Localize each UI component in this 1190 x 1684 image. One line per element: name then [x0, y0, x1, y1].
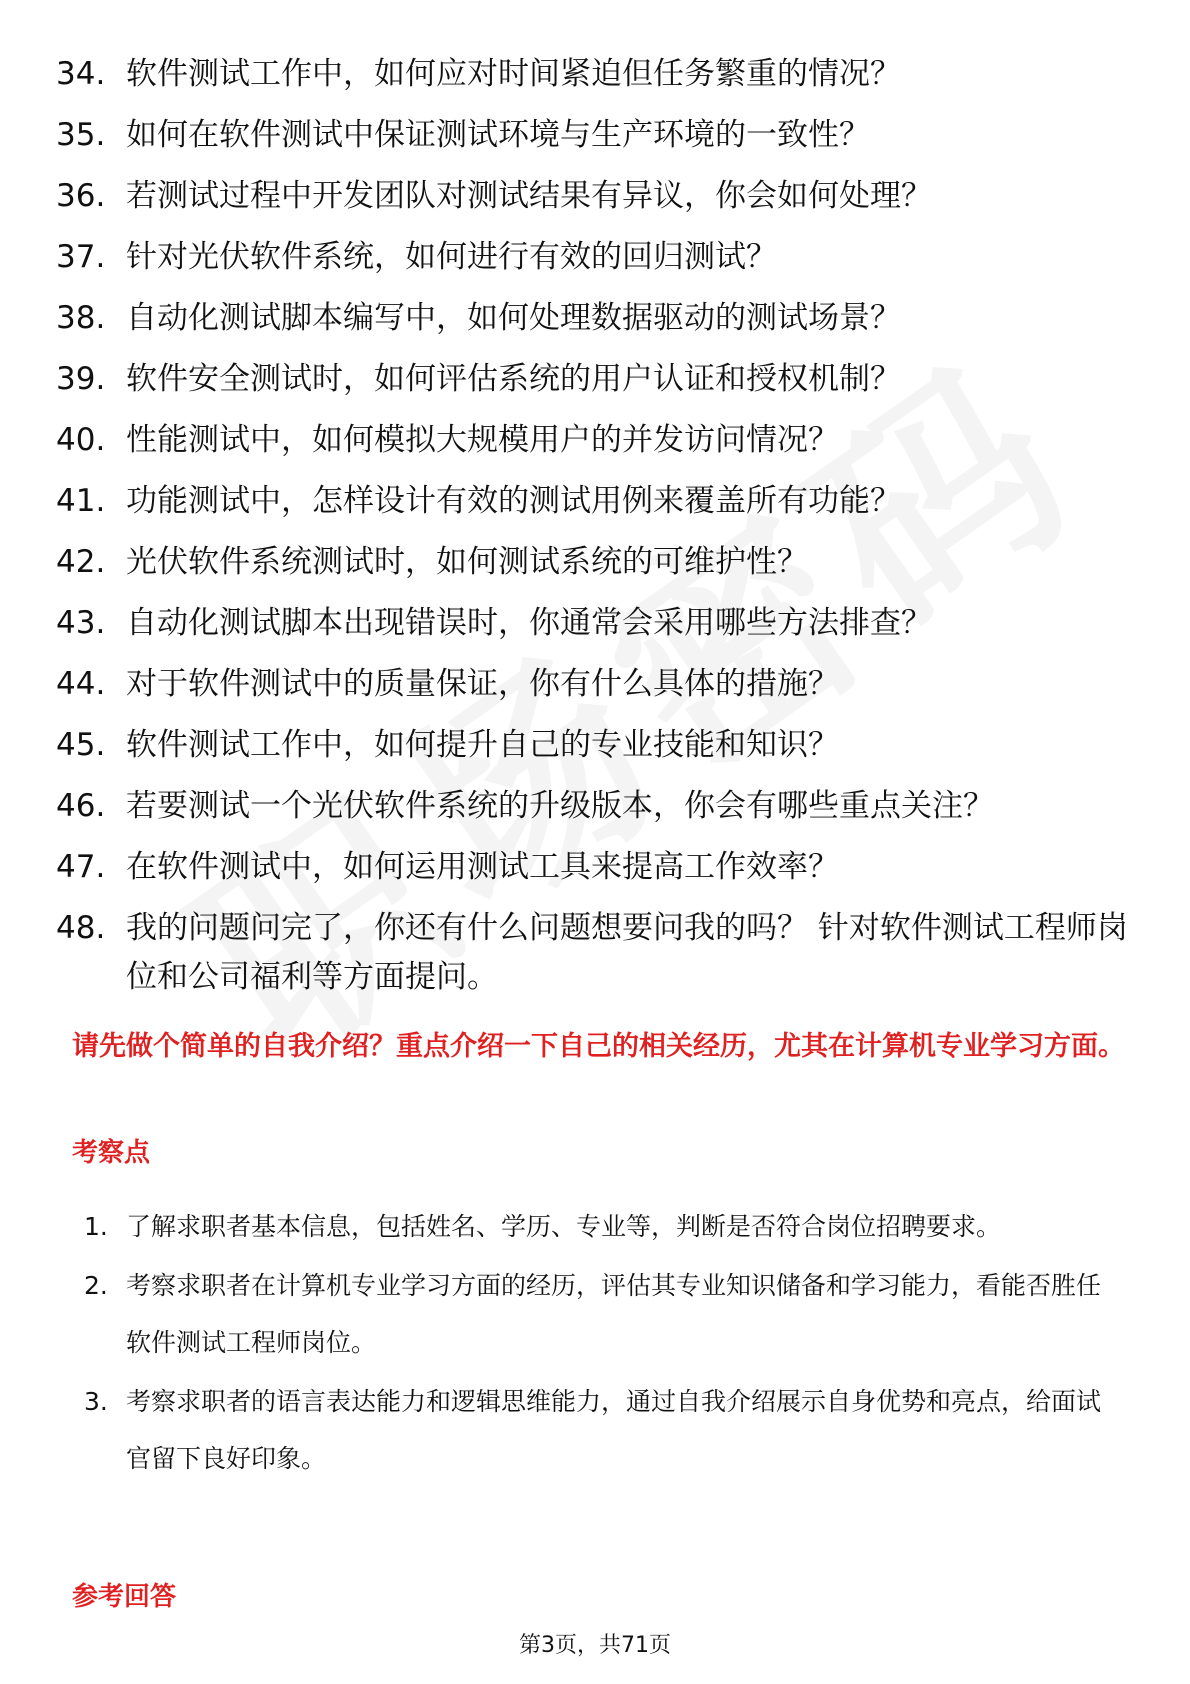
question-item [56, 416, 1136, 465]
question-item [56, 111, 1136, 160]
question-text: 若测试过程中开发团队对测试结果有异议，你会如何处理？ [126, 178, 932, 214]
point-number: 3. [84, 1387, 108, 1416]
question-item [56, 355, 1136, 404]
question-number: 34. [56, 56, 106, 92]
question-item [56, 50, 1136, 99]
question-text: 软件测试工作中，如何应对时间紧迫但任务繁重的情况？ [126, 56, 901, 92]
points-title: 考察点 [72, 1138, 151, 1168]
question-text: 软件测试工作中，如何提升自己的专业技能和知识？ [126, 727, 839, 763]
answer-title: 参考回答 [72, 1582, 177, 1612]
point-text: 考察求职者在计算机专业学习方面的经历，评估其专业知识储备和学习能力，看能否胜任软件测试工程师岗位。 [126, 1271, 1102, 1357]
question-list [56, 50, 1136, 1014]
question-text: 自动化测试脚本编写中，如何处理数据驱动的测试场景？ [126, 300, 901, 336]
point-number: 2. [84, 1271, 108, 1300]
question-item [56, 294, 1136, 343]
point-text: 了解求职者基本信息，包括姓名、学历、专业等，判断是否符合岗位招聘要求。 [126, 1212, 1002, 1241]
point-text: 考察求职者的语言表达能力和逻辑思维能力，通过自我介绍展示自身优势和亮点，给面试官留下良好印象。 [126, 1387, 1102, 1473]
question-number: 47. [56, 849, 106, 885]
question-item [56, 477, 1136, 526]
question-number: 38. [56, 300, 106, 336]
question-item [56, 599, 1136, 648]
question-text: 若要测试一个光伏软件系统的升级版本，你会有哪些重点关注？ [126, 788, 994, 824]
question-text: 我的问题问完了，你还有什么问题想要问我的吗？ 针对软件测试工程师岗位和公司福利等方面提问。 [126, 910, 1128, 995]
question-number: 41. [56, 483, 106, 519]
question-number: 39. [56, 361, 106, 397]
question-number: 40. [56, 422, 106, 458]
question-text: 功能测试中，怎样设计有效的测试用例来覆盖所有功能？ [126, 483, 901, 519]
question-text: 对于软件测试中的质量保证，你有什么具体的措施？ [126, 666, 839, 702]
question-item [56, 233, 1136, 282]
question-item [56, 721, 1136, 770]
question-number: 46. [56, 788, 106, 824]
question-text: 自动化测试脚本出现错误时，你通常会采用哪些方法排查？ [126, 605, 932, 641]
question-item [56, 843, 1136, 892]
question-text: 针对光伏软件系统，如何进行有效的回归测试？ [126, 239, 777, 275]
question-number: 43. [56, 605, 106, 641]
question-item [56, 904, 1136, 1002]
question-number: 37. [56, 239, 106, 275]
question-text: 光伏软件系统测试时，如何测试系统的可维护性？ [126, 544, 808, 580]
points-list [84, 1198, 1124, 1489]
question-number: 35. [56, 117, 106, 153]
point-item [84, 1257, 1124, 1371]
question-text: 在软件测试中，如何运用测试工具来提高工作效率？ [126, 849, 839, 885]
question-item [56, 172, 1136, 221]
question-item [56, 782, 1136, 831]
question-number: 44. [56, 666, 106, 702]
page-footer: 第3页，共71页 [519, 1633, 671, 1658]
question-number: 48. [56, 910, 106, 946]
question-number: 36. [56, 178, 106, 214]
question-item [56, 538, 1136, 587]
question-text: 性能测试中，如何模拟大规模用户的并发访问情况？ [126, 422, 839, 458]
question-text: 如何在软件测试中保证测试环境与生产环境的一致性？ [126, 117, 870, 153]
point-item [84, 1373, 1124, 1487]
question-text: 软件安全测试时，如何评估系统的用户认证和授权机制？ [126, 361, 901, 397]
point-number: 1. [84, 1212, 108, 1241]
question-number: 42. [56, 544, 106, 580]
section-heading: 请先做个简单的自我介绍？重点介绍一下自己的相关经历，尤其在计算机专业学习方面。 [72, 1031, 1125, 1062]
question-item [56, 660, 1136, 709]
question-number: 45. [56, 727, 106, 763]
point-item [84, 1198, 1124, 1255]
